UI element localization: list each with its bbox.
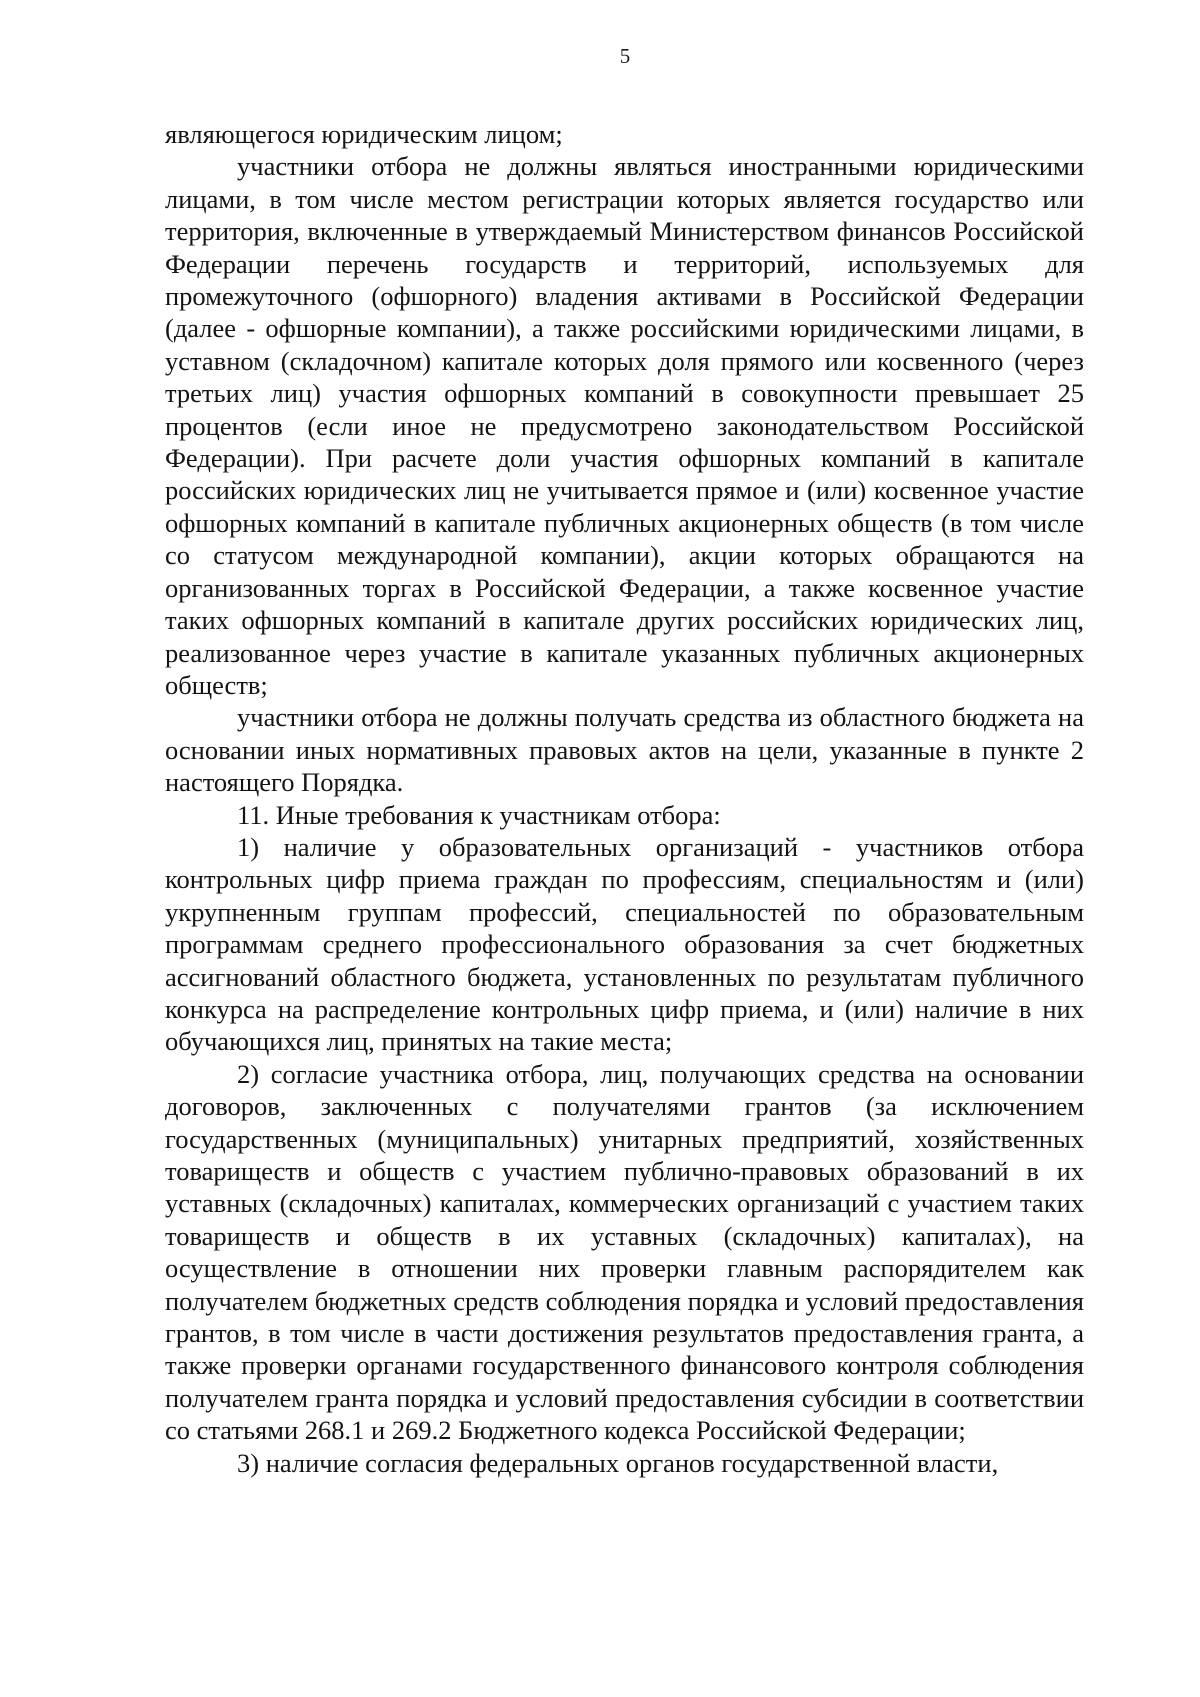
paragraph-6: 2) согласие участника отбора, лиц, получающих средства на основании договоров, заключенных с получателями грантов (за исключением государственных (муниципальных) унитарных предприятий, хозяйственных товариществ и обществ с участием публично-правовых образований в их уставных (складочных) капиталах, коммерческих организаций с участием таких товариществ и обществ в их уставных (складочных) капиталах), на осуществление в отношении них проверки главным распорядителем как получателем бюджетных средств соблюдения порядка и условий предоставления грантов, в том числе в части достижения результатов предоставления гранта, а также проверки органами государственного финансового контроля соблюдения получателем гранта порядка и условий предоставления субсидии в соответствии со статьями 268.1 и 269.2 Бюджетного кодекса Российской Федерации;: [165, 1058, 1084, 1446]
paragraph-4: 11. Иные требования к участникам отбора:: [237, 799, 721, 830]
paragraph-5: 1) наличие у образовательных организаций - участников отбора контрольных цифр приема граждан по профессиям, специальностям и (или) укрупненным группам профессий, специальностей по образовательным программам среднего профессионального образования за счет бюджетных ассигнований областного бюджета, установленных по результатам публичного конкурса на распределение контрольных цифр приема, и (или) наличие в них обучающихся лиц, принятых на такие места;: [165, 831, 1084, 1057]
paragraph-1: являющегося юридическим лицом;: [165, 119, 563, 149]
paragraph-7: 3) наличие согласия федеральных органов государственной власти,: [237, 1447, 999, 1478]
document-body: [165, 118, 1084, 1479]
page-number: 5: [619, 44, 631, 68]
paragraph-2: участники отбора не должны являться иностранными юридическими лицами, в том числе местом регистрации которых является государство или территория, включенные в утверждаемый Министерством финансов Российской Федерации перечень государств и территорий, используемых для промежуточного (офшорного) владения активами в Российской Федерации (далее - офшорные компании), а также российскими юридическими лицами, в уставном (складочном) капитале которых доля прямого или косвенного (через третьих лиц) участия офшорных компаний в совокупности превышает 25 процентов (если иное не предусмотрено законодательством Российской Федерации). При расчете доли участия офшорных компаний в капитале российских юридических лиц не учитывается прямое и (или) косвенное участие офшорных компаний в капитале публичных акционерных обществ (в том числе со статусом международной компании), акции которых обращаются на организованных торгах в Российской Федерации, а также косвенное участие таких офшорных компаний в капитале других российских юридических лиц, реализованное через участие в капитале указанных публичных акционерных обществ;: [165, 151, 1084, 700]
paragraph-3: участники отбора не должны получать средства из областного бюджета на основании иных нормативных правовых актов на цели, указанные в пункте 2 настоящего Порядка.: [165, 702, 1084, 798]
